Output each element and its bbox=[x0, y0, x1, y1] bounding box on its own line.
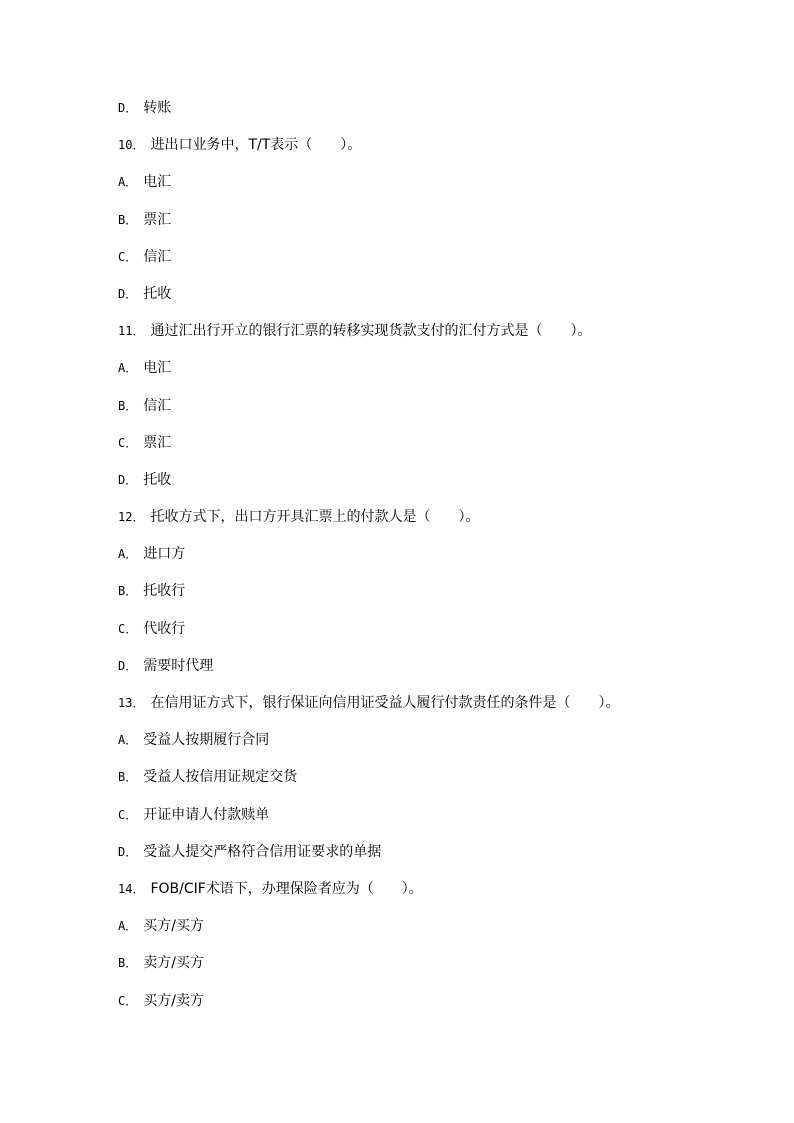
option-text: 信汇 bbox=[143, 248, 172, 265]
option-label: C． bbox=[118, 807, 138, 822]
option-label: A． bbox=[118, 919, 138, 934]
option-label: D． bbox=[118, 844, 138, 859]
option-line bbox=[118, 656, 738, 693]
option-label: B． bbox=[118, 212, 138, 227]
option-line bbox=[118, 396, 738, 433]
question-number: 11． bbox=[118, 324, 145, 339]
option-line bbox=[118, 358, 738, 395]
option-text: 电汇 bbox=[143, 360, 172, 377]
option-text: 票汇 bbox=[143, 434, 172, 451]
question-text: FOB/CIF术语下，办理保险者应为（ ）。 bbox=[150, 880, 423, 897]
option-label: B． bbox=[118, 770, 138, 785]
option-text: 开证申请人付款赎单 bbox=[143, 806, 270, 823]
question-line bbox=[118, 135, 738, 172]
option-line bbox=[118, 730, 738, 767]
question-text: 通过汇出行开立的银行汇票的转移实现货款支付的汇付方式是（ ）。 bbox=[150, 323, 592, 340]
question-text: 进出口业务中，T/T表示（ ）。 bbox=[150, 137, 362, 154]
option-text: 进口方 bbox=[143, 546, 186, 563]
option-text: 受益人提交严格符合信用证要求的单据 bbox=[143, 843, 382, 860]
option-label: C． bbox=[118, 621, 138, 636]
option-line bbox=[118, 470, 738, 507]
option-text: 受益人按期履行合同 bbox=[143, 732, 270, 749]
question-number: 14． bbox=[118, 881, 145, 896]
option-label: A． bbox=[118, 733, 138, 748]
option-line bbox=[118, 544, 738, 581]
option-label: C． bbox=[118, 249, 138, 264]
question-line bbox=[118, 693, 738, 730]
question-list bbox=[118, 98, 738, 1028]
option-label: D． bbox=[118, 472, 138, 487]
option-text: 代收行 bbox=[143, 620, 186, 637]
option-label: D． bbox=[118, 101, 138, 115]
option-line bbox=[118, 284, 738, 321]
question-line bbox=[118, 879, 738, 916]
option-line bbox=[118, 619, 738, 656]
option-line bbox=[118, 916, 738, 953]
option-line bbox=[118, 953, 738, 990]
option-line bbox=[118, 805, 738, 842]
option-text: 卖方/买方 bbox=[143, 955, 204, 972]
option-label: C． bbox=[118, 435, 138, 450]
question-line bbox=[118, 507, 738, 544]
option-line bbox=[118, 210, 738, 247]
option-label: A． bbox=[118, 175, 138, 190]
option-label: A． bbox=[118, 547, 138, 562]
option-line bbox=[118, 433, 738, 470]
question-number: 10． bbox=[118, 138, 145, 153]
option-text: 托收 bbox=[143, 285, 172, 302]
option-text: 托收 bbox=[143, 471, 172, 488]
option-text: 信汇 bbox=[143, 397, 172, 414]
option-label: D． bbox=[118, 658, 138, 673]
option-text: 转账 bbox=[143, 100, 172, 116]
option-line bbox=[118, 172, 738, 209]
option-label: B． bbox=[118, 956, 138, 971]
option-label: D． bbox=[118, 286, 138, 301]
option-label: B． bbox=[118, 584, 138, 599]
question-number: 13． bbox=[118, 696, 145, 710]
question-line bbox=[118, 321, 738, 358]
option-text: 买方/买方 bbox=[143, 918, 204, 935]
option-label: C． bbox=[118, 993, 138, 1008]
option-text: 托收行 bbox=[143, 583, 186, 600]
option-line bbox=[118, 247, 738, 284]
option-line bbox=[118, 98, 738, 135]
question-text: 在信用证方式下，银行保证向信用证受益人履行付款责任的条件是（ ）。 bbox=[150, 695, 620, 711]
question-text: 托收方式下，出口方开具汇票上的付款人是（ ）。 bbox=[150, 509, 480, 526]
option-label: B． bbox=[118, 398, 138, 413]
option-label: A． bbox=[118, 361, 138, 376]
option-text: 票汇 bbox=[143, 211, 172, 228]
question-number: 12． bbox=[118, 510, 145, 525]
option-line bbox=[118, 767, 738, 804]
option-text: 电汇 bbox=[143, 174, 172, 191]
option-line bbox=[118, 842, 738, 879]
option-line bbox=[118, 581, 738, 618]
option-text: 需要时代理 bbox=[143, 657, 214, 674]
option-text: 买方/卖方 bbox=[143, 992, 204, 1009]
option-line bbox=[118, 991, 738, 1028]
option-text: 受益人按信用证规定交货 bbox=[143, 769, 298, 786]
